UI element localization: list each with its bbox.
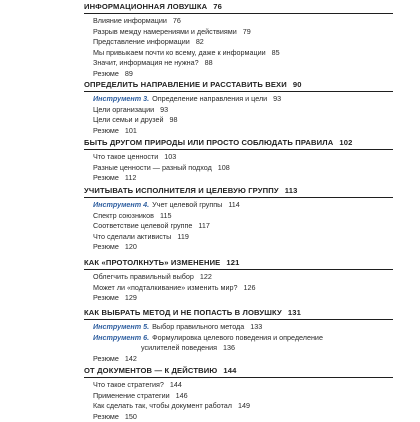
chapter-title: БЫТЬ ДРУГОМ ПРИРОДЫ ИЛИ ПРОСТО СОБЛЮДАТЬ ПРАВИЛА bbox=[84, 138, 333, 147]
toc-entry bbox=[84, 343, 404, 354]
chapter-heading bbox=[84, 186, 404, 196]
entry-title: Выбор правильного метода bbox=[152, 322, 244, 331]
toc-entry bbox=[84, 105, 404, 116]
entry-title: Спектр союзников bbox=[93, 211, 154, 220]
toc-entry bbox=[84, 152, 404, 163]
entry-page-number: 150 bbox=[125, 412, 137, 421]
toc-entry bbox=[84, 27, 404, 38]
toc-entry bbox=[84, 283, 404, 294]
chapter-divider bbox=[84, 269, 393, 270]
chapter-divider bbox=[84, 13, 393, 14]
toc-entry bbox=[84, 333, 404, 344]
toc-entry bbox=[84, 380, 404, 391]
chapter-divider bbox=[84, 377, 393, 378]
chapter-divider bbox=[84, 197, 393, 198]
toc-entry bbox=[84, 391, 404, 402]
toc-chapter bbox=[84, 308, 404, 364]
chapter-title: ИНФОРМАЦИОННАЯ ЛОВУШКА bbox=[84, 2, 207, 11]
entry-page-number: 142 bbox=[125, 354, 137, 363]
entry-page-number: 89 bbox=[125, 69, 133, 78]
entry-title: Представление информации bbox=[93, 37, 190, 46]
entry-page-number: 122 bbox=[200, 272, 212, 281]
chapter-items bbox=[84, 322, 404, 364]
toc-entry bbox=[84, 293, 404, 304]
chapter-heading bbox=[84, 366, 404, 376]
toc-chapter bbox=[84, 2, 404, 79]
entry-title: Цели организации bbox=[93, 105, 154, 114]
toc-entry bbox=[84, 115, 404, 126]
chapter-items bbox=[84, 16, 404, 79]
tool-label: Инструмент 3. bbox=[93, 94, 149, 103]
toc-entry bbox=[84, 401, 404, 412]
entry-page-number: 146 bbox=[176, 391, 188, 400]
toc-chapter bbox=[84, 138, 404, 184]
entry-title: Резюме bbox=[93, 126, 119, 135]
toc-entry bbox=[84, 58, 404, 69]
chapter-divider bbox=[84, 149, 393, 150]
chapter-heading bbox=[84, 80, 404, 90]
chapter-items bbox=[84, 152, 404, 184]
entry-title: усилителей поведения bbox=[141, 343, 217, 352]
entry-title: Что такое стратегия? bbox=[93, 380, 164, 389]
chapter-items bbox=[84, 200, 404, 253]
entry-title: Значит, информация не нужна? bbox=[93, 58, 199, 67]
toc-entry bbox=[84, 272, 404, 283]
entry-page-number: 117 bbox=[198, 221, 209, 230]
entry-title: Резюме bbox=[93, 412, 119, 421]
chapter-page-number: 113 bbox=[285, 186, 298, 195]
toc-entry bbox=[84, 211, 404, 222]
entry-title: Разрыв между намерениями и действиями bbox=[93, 27, 237, 36]
chapter-page-number: 102 bbox=[339, 138, 352, 147]
entry-page-number: 112 bbox=[125, 173, 136, 182]
entry-title: Формулировка целевого поведения и определение bbox=[152, 333, 323, 342]
entry-page-number: 120 bbox=[125, 242, 137, 251]
entry-page-number: 114 bbox=[228, 200, 239, 209]
toc-entry bbox=[84, 163, 404, 174]
toc-chapter bbox=[84, 366, 404, 422]
chapter-page-number: 90 bbox=[293, 80, 302, 89]
entry-title: Учет целевой группы bbox=[152, 200, 222, 209]
toc-entry bbox=[84, 322, 404, 333]
toc-entry bbox=[84, 200, 404, 211]
chapter-title: ОТ ДОКУМЕНТОВ — К ДЕЙСТВИЮ bbox=[84, 366, 217, 375]
entry-title: Цели семьи и друзей bbox=[93, 115, 164, 124]
entry-page-number: 126 bbox=[243, 283, 255, 292]
chapter-items bbox=[84, 94, 404, 136]
entry-title: Применение стратегии bbox=[93, 391, 170, 400]
chapter-divider bbox=[84, 319, 393, 320]
toc-entry bbox=[84, 48, 404, 59]
toc-entry bbox=[84, 94, 404, 105]
entry-page-number: 98 bbox=[170, 115, 178, 124]
toc-entry bbox=[84, 173, 404, 184]
entry-title: Мы привыкаем почти ко всему, даже к информации bbox=[93, 48, 266, 57]
entry-title: Резюме bbox=[93, 173, 119, 182]
chapter-page-number: 131 bbox=[288, 308, 301, 317]
chapter-heading bbox=[84, 138, 404, 148]
tool-label: Инструмент 4. bbox=[93, 200, 149, 209]
toc-entry bbox=[84, 221, 404, 232]
chapter-items bbox=[84, 272, 404, 304]
entry-page-number: 76 bbox=[173, 16, 181, 25]
chapter-items bbox=[84, 380, 404, 422]
entry-page-number: 103 bbox=[164, 152, 176, 161]
chapter-heading bbox=[84, 2, 404, 12]
toc-chapter bbox=[84, 186, 404, 253]
toc-chapter bbox=[84, 80, 404, 136]
chapter-divider bbox=[84, 91, 393, 92]
entry-title: Что сделали активисты bbox=[93, 232, 171, 241]
entry-page-number: 93 bbox=[273, 94, 281, 103]
entry-title: Влияние информации bbox=[93, 16, 167, 25]
tool-label: Инструмент 6. bbox=[93, 333, 149, 342]
entry-title: Как сделать так, чтобы документ работал bbox=[93, 401, 232, 410]
entry-title: Резюме bbox=[93, 69, 119, 78]
chapter-page-number: 76 bbox=[213, 2, 222, 11]
toc-chapter bbox=[84, 258, 404, 304]
entry-title: Может ли «подталкивание» изменить мир? bbox=[93, 283, 237, 292]
chapter-title: ОПРЕДЕЛИТЬ НАПРАВЛЕНИЕ И РАССТАВИТЬ ВЕХИ bbox=[84, 80, 287, 89]
entry-page-number: 115 bbox=[160, 211, 171, 220]
toc-entry bbox=[84, 16, 404, 27]
entry-page-number: 133 bbox=[250, 322, 262, 331]
entry-title: Разные ценности — разный подход bbox=[93, 163, 212, 172]
toc-entry bbox=[84, 126, 404, 137]
entry-page-number: 129 bbox=[125, 293, 137, 302]
chapter-heading bbox=[84, 308, 404, 318]
toc-entry bbox=[84, 242, 404, 253]
entry-page-number: 88 bbox=[205, 58, 213, 67]
tool-label: Инструмент 5. bbox=[93, 322, 149, 331]
entry-title: Что такое ценности bbox=[93, 152, 158, 161]
entry-page-number: 85 bbox=[272, 48, 280, 57]
chapter-title: КАК ВЫБРАТЬ МЕТОД И НЕ ПОПАСТЬ В ЛОВУШКУ bbox=[84, 308, 282, 317]
toc-entry bbox=[84, 232, 404, 243]
toc-entry bbox=[84, 412, 404, 422]
entry-title: Резюме bbox=[93, 293, 119, 302]
entry-page-number: 79 bbox=[243, 27, 251, 36]
chapter-heading bbox=[84, 258, 404, 268]
entry-title: Облегчить правильный выбор bbox=[93, 272, 194, 281]
entry-page-number: 93 bbox=[160, 105, 168, 114]
chapter-title: КАК «ПРОТОЛКНУТЬ» ИЗМЕНЕНИЕ bbox=[84, 258, 220, 267]
entry-page-number: 108 bbox=[218, 163, 230, 172]
entry-page-number: 101 bbox=[125, 126, 137, 135]
entry-page-number: 136 bbox=[223, 343, 235, 352]
entry-title: Определение направления и цели bbox=[152, 94, 267, 103]
entry-title: Соответствие целевой группе bbox=[93, 221, 192, 230]
toc-entry bbox=[84, 354, 404, 365]
entry-title: Резюме bbox=[93, 242, 119, 251]
entry-title: Резюме bbox=[93, 354, 119, 363]
entry-page-number: 149 bbox=[238, 401, 250, 410]
chapter-page-number: 121 bbox=[226, 258, 239, 267]
entry-page-number: 82 bbox=[196, 37, 204, 46]
toc-entry bbox=[84, 37, 404, 48]
chapter-title: УЧИТЫВАТЬ ИСПОЛНИТЕЛЯ И ЦЕЛЕВУЮ ГРУППУ bbox=[84, 186, 279, 195]
chapter-page-number: 144 bbox=[223, 366, 236, 375]
entry-page-number: 144 bbox=[170, 380, 182, 389]
toc-entry bbox=[84, 69, 404, 80]
entry-page-number: 119 bbox=[177, 232, 188, 241]
